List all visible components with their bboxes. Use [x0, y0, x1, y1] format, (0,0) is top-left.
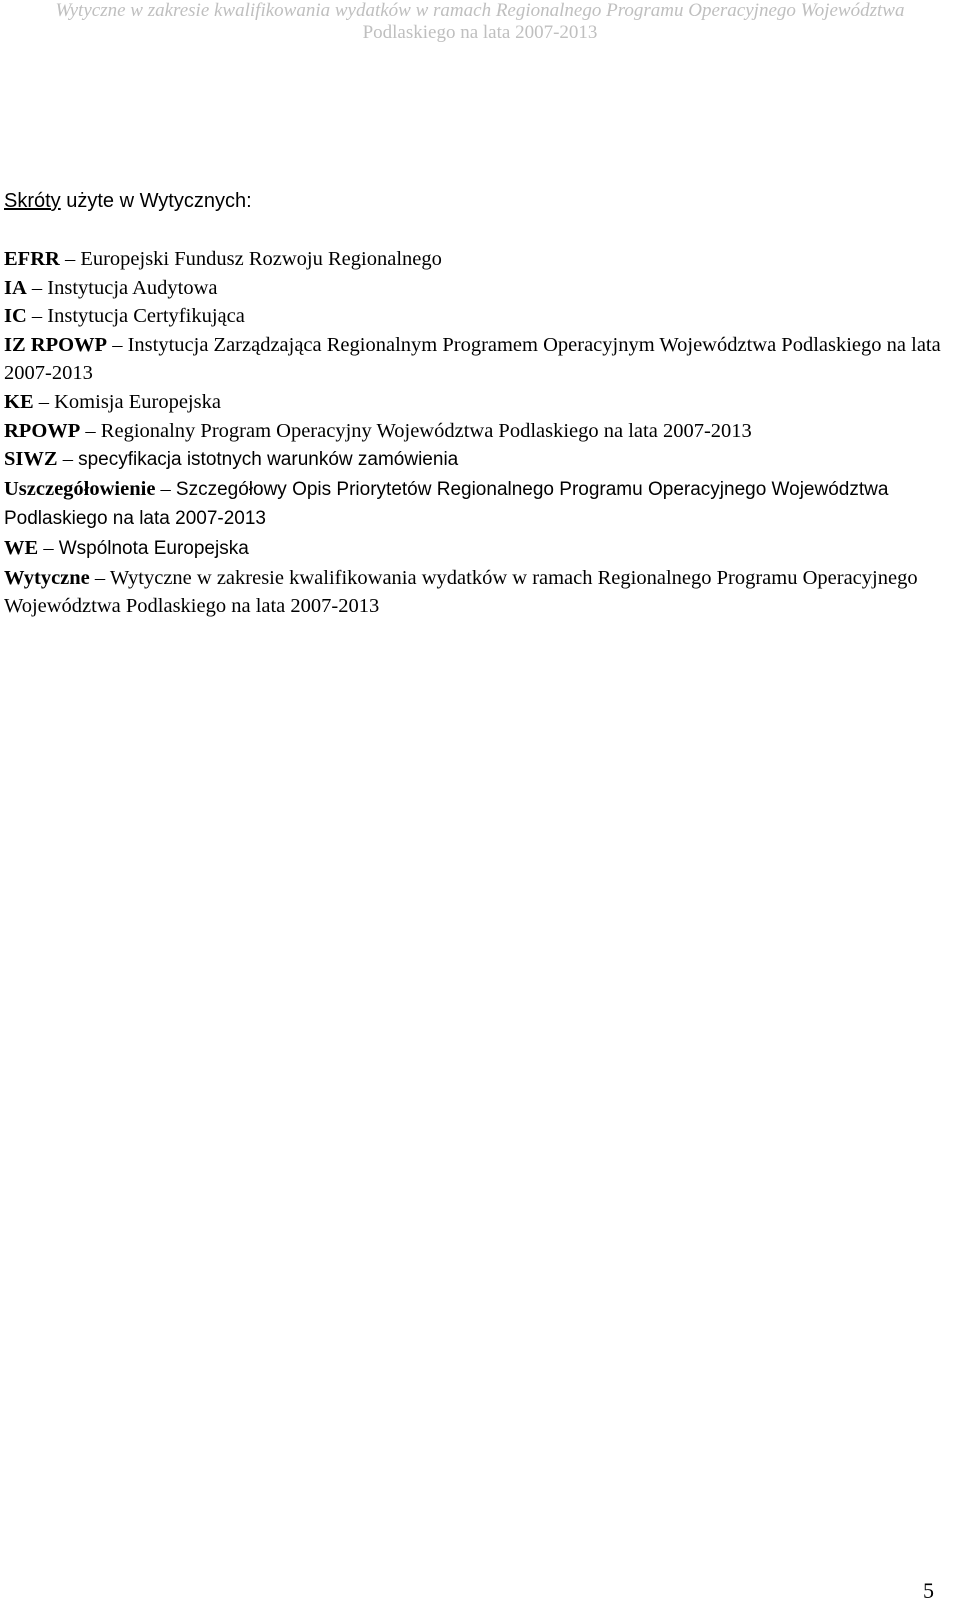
- abbreviation-term: EFRR: [4, 248, 60, 270]
- abbreviation-definition: Instytucja Audytowa: [47, 276, 218, 299]
- abbreviation-term: IC: [4, 305, 27, 328]
- header-title-line1: Wytyczne w zakresie kwalifikowania wydatków w ramach Regionalnego Programu Operacyjnego Województwa: [55, 0, 905, 21]
- abbreviation-item: [4, 302, 944, 331]
- abbreviation-term: IA: [4, 276, 27, 299]
- abbreviation-dash: –: [80, 419, 101, 442]
- abbreviation-definition: Instytucja Zarządzająca Regionalnym Programem Operacyjnym Województwa Podlaskiego na lata 2007-2013: [4, 333, 941, 385]
- abbreviation-term: KE: [4, 390, 34, 413]
- heading-underlined-word: Skróty: [4, 190, 61, 212]
- abbreviation-definition: Wspólnota Europejska: [58, 537, 249, 559]
- abbreviation-term: WE: [4, 536, 39, 559]
- abbreviation-item: [4, 417, 944, 446]
- abbreviation-item: [4, 331, 944, 388]
- page-number: 5: [923, 1578, 934, 1603]
- abbreviation-term: IZ RPOWP: [4, 333, 108, 356]
- abbreviation-definition: Regionalny Program Operacyjny Województwa Podlaskiego na lata 2007-2013: [100, 419, 752, 442]
- abbreviation-dash: –: [59, 248, 81, 270]
- abbreviation-term: RPOWP: [4, 419, 81, 442]
- abbreviation-item: [4, 564, 944, 621]
- abbreviation-term: SIWZ: [4, 448, 58, 471]
- abbreviation-definition: Wytyczne w zakresie kwalifikowania wydatków w ramach Regionalnego Programu Operacyjnego Województwa Podlaskiego na lata 2007-2013: [4, 566, 918, 618]
- abbreviation-item: [4, 475, 944, 534]
- abbreviation-dash: –: [107, 333, 128, 356]
- abbreviation-definition: Europejski Fundusz Rozwoju Regionalnego: [80, 248, 442, 270]
- abbreviation-definition: specyfikacja istotnych warunków zamówienia: [78, 449, 459, 471]
- abbreviations-list: [4, 245, 944, 621]
- abbreviation-item: [4, 534, 944, 564]
- abbreviation-dash: –: [89, 566, 110, 589]
- abbreviation-term: Wytyczne: [4, 566, 90, 589]
- header-title-line2: Podlaskiego na lata 2007-2013: [362, 22, 598, 43]
- abbreviation-item: [4, 445, 944, 475]
- abbreviation-dash: –: [57, 448, 79, 471]
- abbreviation-item: [4, 388, 944, 417]
- abbreviation-definition: Szczegółowy Opis Priorytetów Regionalnego Programu Operacyjnego Województwa Podlaskiego na lata 2007-2013: [4, 478, 889, 530]
- heading-rest: użyte w Wytycznych:: [60, 190, 252, 212]
- abbreviations-heading: [4, 189, 252, 213]
- abbreviation-definition: Komisja Europejska: [54, 390, 221, 413]
- abbreviation-dash: –: [26, 276, 48, 299]
- abbreviation-dash: –: [26, 305, 48, 328]
- abbreviation-term: Uszczegółowienie: [4, 477, 156, 500]
- abbreviation-item: [4, 245, 944, 274]
- abbreviation-dash: –: [155, 477, 176, 500]
- abbreviation-dash: –: [38, 536, 59, 559]
- abbreviation-item: [4, 274, 944, 303]
- abbreviation-definition: Instytucja Certyfikująca: [47, 305, 245, 328]
- abbreviation-dash: –: [33, 390, 55, 413]
- page-header: [0, 0, 960, 44]
